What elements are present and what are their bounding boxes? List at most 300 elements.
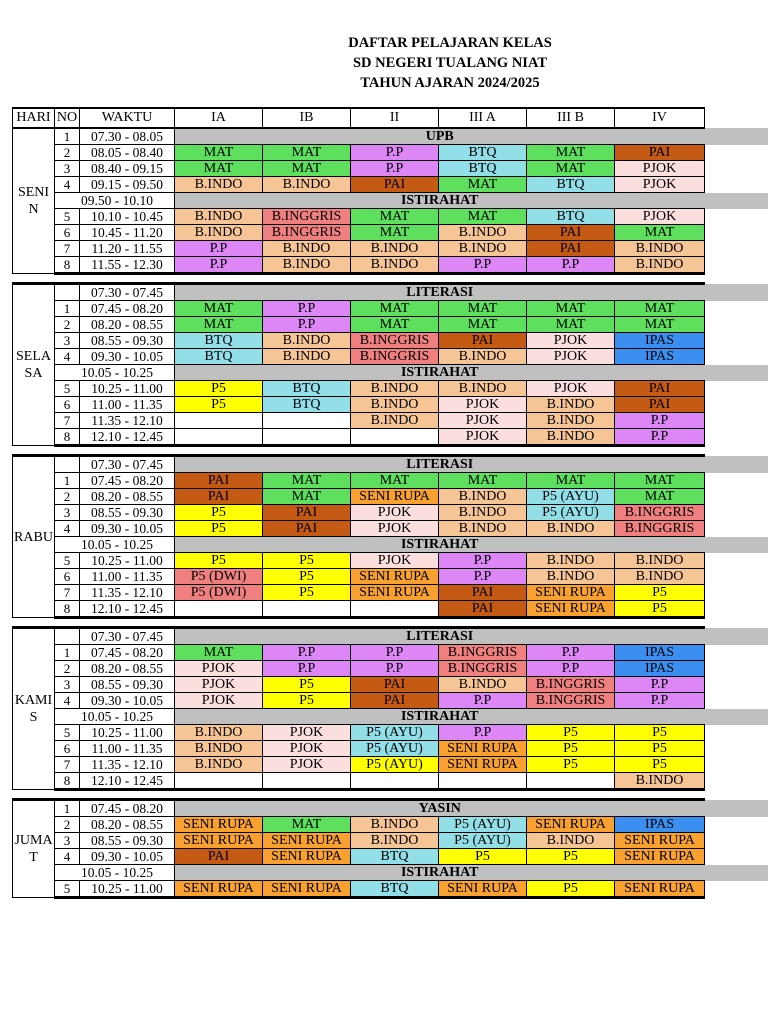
period-number: 2 [55,489,80,505]
subject-cell [263,773,351,790]
schedule-row [13,241,705,257]
subject-cell: B.INGGRIS [263,209,351,225]
band-extension [705,193,768,209]
subject-cell: PJOK [175,693,263,709]
subject-cell: BTQ [263,397,351,413]
subject-cell: B.INGGRIS [263,225,351,241]
subject-cell: P5 [527,741,615,757]
schedule-row [13,489,705,505]
period-number: 4 [55,349,80,365]
subject-cell: B.INDO [527,413,615,429]
period-time: 12.10 - 12.45 [80,773,175,790]
schedule-row [13,161,705,177]
subject-cell: B.INDO [351,257,439,274]
period-time: 10.25 - 11.00 [80,553,175,569]
subject-cell: SENI RUPA [527,585,615,601]
subject-cell: P5 [263,677,351,693]
subject-cell: B.INDO [615,257,705,274]
subject-cell: SENI RUPA [527,817,615,833]
title-line-2: SD NEGERI TUALANG NIAT [352,55,548,71]
header-class-ib: IB [263,108,351,128]
subject-cell: PAI [615,145,705,161]
subject-cell: P.P [439,553,527,569]
subject-cell: P5 [615,585,705,601]
period-time: 07.45 - 08.20 [80,645,175,661]
period-time: 07.30 - 07.45 [80,456,175,473]
subject-cell: P5 (AYU) [439,833,527,849]
subject-cell: B.INDO [351,413,439,429]
period-time: 11.00 - 11.35 [80,569,175,585]
subject-cell: PJOK [527,381,615,397]
period-number [55,628,80,645]
subject-cell: PJOK [263,741,351,757]
subject-cell: B.INDO [351,833,439,849]
period-time: 07.45 - 08.20 [80,800,175,817]
period-number [55,284,80,301]
subject-cell: BTQ [351,881,439,898]
period-time: 08.55 - 09.30 [80,677,175,693]
break-time: 10.05 - 10.25 [55,537,175,553]
subject-cell: B.INGGRIS [527,677,615,693]
subject-cell: P5 (AYU) [527,505,615,521]
subject-cell: SENI RUPA [615,881,705,898]
subject-cell: PJOK [615,177,705,193]
period-time: 07.30 - 07.45 [80,628,175,645]
band-extension [705,365,768,381]
day-name: JUMAT [13,800,55,898]
subject-cell: B.INGGRIS [615,521,705,537]
period-time: 11.55 - 12.30 [80,257,175,274]
subject-cell: B.INDO [263,177,351,193]
break-time: 10.05 - 10.25 [55,865,175,881]
period-time: 11.00 - 11.35 [80,397,175,413]
subject-cell: B.INDO [439,381,527,397]
subject-cell: B.INDO [175,757,263,773]
band-extension [705,537,768,553]
subject-cell: P.P [615,413,705,429]
period-number: 8 [55,429,80,446]
schedule-row [13,473,705,489]
subject-cell: P.P [527,661,615,677]
subject-cell [175,429,263,446]
period-time: 11.35 - 12.10 [80,585,175,601]
subject-cell: B.INDO [175,177,263,193]
period-time: 09.30 - 10.05 [80,693,175,709]
schedule-body [13,128,705,898]
subject-cell: SENI RUPA [351,585,439,601]
period-number: 2 [55,145,80,161]
subject-cell: P.P [615,429,705,446]
schedule-row [13,284,705,301]
schedule-row [13,397,705,413]
subject-cell: BTQ [527,209,615,225]
schedule-row [13,145,705,161]
subject-cell: MAT [439,301,527,317]
document-title [180,33,720,93]
subject-cell: P5 (AYU) [351,741,439,757]
period-number: 1 [55,128,80,145]
period-time: 08.20 - 08.55 [80,317,175,333]
activity-band: ISTIRAHAT [175,365,705,381]
period-number: 8 [55,773,80,790]
schedule-row [13,301,705,317]
period-time: 12.10 - 12.45 [80,601,175,618]
subject-cell: IPAS [615,645,705,661]
day-name: RABU [13,456,55,618]
activity-band: LITERASI [175,628,705,645]
schedule-row [13,537,705,553]
period-number: 7 [55,413,80,429]
header-class-ii: II [351,108,439,128]
period-number: 1 [55,473,80,489]
subject-cell: PAI [263,521,351,537]
subject-cell: B.INDO [351,381,439,397]
subject-cell: PAI [439,585,527,601]
period-time: 11.00 - 11.35 [80,741,175,757]
subject-cell: MAT [527,145,615,161]
schedule-row [13,817,705,833]
subject-cell: MAT [175,161,263,177]
subject-cell: P5 [527,849,615,865]
subject-cell: PJOK [351,505,439,521]
subject-cell: B.INDO [527,553,615,569]
subject-cell: P.P [351,161,439,177]
subject-cell: SENI RUPA [439,757,527,773]
activity-band: LITERASI [175,284,705,301]
subject-cell: P.P [263,661,351,677]
subject-cell [263,601,351,618]
period-number: 7 [55,585,80,601]
schedule-row [13,349,705,365]
subject-cell: SENI RUPA [351,569,439,585]
period-number: 8 [55,257,80,274]
subject-cell: PJOK [439,397,527,413]
subject-cell: B.INDO [615,241,705,257]
schedule-row [13,257,705,274]
subject-cell: MAT [175,301,263,317]
period-number: 6 [55,225,80,241]
subject-cell: PAI [527,241,615,257]
schedule-row [13,209,705,225]
subject-cell: SENI RUPA [527,601,615,618]
period-time: 07.30 - 08.05 [80,128,175,145]
subject-cell: B.INDO [263,241,351,257]
subject-cell: P.P [175,257,263,274]
subject-cell: B.INDO [351,397,439,413]
subject-cell: B.INDO [615,773,705,790]
subject-cell: PAI [615,381,705,397]
separator-cell [13,446,705,456]
schedule-row [13,333,705,349]
break-time: 10.05 - 10.25 [55,709,175,725]
subject-cell: B.INGGRIS [351,333,439,349]
day-separator [13,274,705,284]
period-time: 07.45 - 08.20 [80,473,175,489]
subject-cell: P5 (AYU) [351,757,439,773]
subject-cell: P5 [175,381,263,397]
period-time: 10.45 - 11.20 [80,225,175,241]
header-hari: HARI [13,108,55,128]
subject-cell: PJOK [351,521,439,537]
subject-cell: P5 [263,569,351,585]
subject-cell: B.INDO [439,489,527,505]
day-name: SENIN [13,128,55,274]
subject-cell: SENI RUPA [175,817,263,833]
activity-band: YASIN [175,800,705,817]
subject-cell: P5 [615,725,705,741]
subject-cell: SENI RUPA [439,881,527,898]
subject-cell: B.INDO [175,209,263,225]
period-number: 1 [55,301,80,317]
schedule-row [13,381,705,397]
schedule-row [13,693,705,709]
subject-cell: MAT [351,301,439,317]
schedule-row [13,553,705,569]
period-number: 3 [55,505,80,521]
subject-cell [175,773,263,790]
period-time: 08.55 - 09.30 [80,333,175,349]
schedule-row [13,628,705,645]
subject-cell: SENI RUPA [263,881,351,898]
subject-cell: P.P [439,693,527,709]
band-extension [705,865,768,881]
period-number: 6 [55,397,80,413]
subject-cell: P.P [351,661,439,677]
band-extension [705,456,768,473]
schedule-row [13,709,705,725]
period-number: 6 [55,569,80,585]
subject-cell [351,601,439,618]
period-number: 4 [55,521,80,537]
schedule-row [13,128,705,145]
subject-cell: PAI [439,601,527,618]
subject-cell: P5 (AYU) [351,725,439,741]
break-time: 09.50 - 10.10 [55,193,175,209]
subject-cell: BTQ [439,161,527,177]
subject-cell: P.P [439,569,527,585]
subject-cell: B.INDO [439,349,527,365]
subject-cell: MAT [175,645,263,661]
subject-cell: B.INDO [527,429,615,446]
period-number: 3 [55,161,80,177]
separator-cell [13,790,705,800]
subject-cell: MAT [263,145,351,161]
subject-cell: P5 (AYU) [439,817,527,833]
subject-cell: P.P [527,257,615,274]
activity-band: LITERASI [175,456,705,473]
subject-cell: PJOK [175,661,263,677]
period-number: 5 [55,881,80,898]
subject-cell: P5 [175,397,263,413]
schedule-row [13,601,705,618]
subject-cell: P5 [527,757,615,773]
period-time: 11.35 - 12.10 [80,757,175,773]
subject-cell [175,601,263,618]
schedule-row [13,365,705,381]
subject-cell: MAT [263,161,351,177]
period-time: 11.20 - 11.55 [80,241,175,257]
subject-cell: BTQ [439,145,527,161]
activity-band: UPB [175,128,705,145]
subject-cell: P5 [615,741,705,757]
subject-cell: PAI [175,489,263,505]
subject-cell: MAT [439,317,527,333]
subject-cell: P5 [439,849,527,865]
period-number: 4 [55,849,80,865]
break-time: 10.05 - 10.25 [55,365,175,381]
subject-cell: P5 [263,693,351,709]
subject-cell: BTQ [175,349,263,365]
schedule-row [13,456,705,473]
subject-cell: BTQ [175,333,263,349]
period-number: 3 [55,677,80,693]
schedule-row [13,569,705,585]
subject-cell: B.INDO [175,225,263,241]
subject-cell: MAT [263,817,351,833]
subject-cell: B.INDO [439,225,527,241]
subject-cell: P5 [263,585,351,601]
subject-cell: P5 [175,505,263,521]
subject-cell: B.INDO [351,817,439,833]
schedule-row [13,521,705,537]
schedule-row [13,317,705,333]
schedule-row [13,585,705,601]
schedule-row [13,800,705,817]
schedule-row [13,741,705,757]
subject-cell: PAI [439,333,527,349]
schedule-row [13,645,705,661]
schedule-row [13,725,705,741]
period-time: 08.40 - 09.15 [80,161,175,177]
subject-cell: MAT [263,473,351,489]
subject-cell [351,773,439,790]
schedule-table [12,107,705,899]
subject-cell: P5 [263,553,351,569]
subject-cell [175,413,263,429]
schedule-row [13,413,705,429]
subject-cell: B.INGGRIS [439,661,527,677]
subject-cell: MAT [263,489,351,505]
subject-cell: SENI RUPA [175,881,263,898]
period-number: 8 [55,601,80,618]
subject-cell: P.P [615,677,705,693]
subject-cell: MAT [527,473,615,489]
period-number: 6 [55,741,80,757]
period-time: 08.55 - 09.30 [80,833,175,849]
subject-cell: B.INGGRIS [351,349,439,365]
subject-cell: MAT [439,209,527,225]
subject-cell: P.P [439,725,527,741]
subject-cell: P.P [263,301,351,317]
header-class-iiib: III B [527,108,615,128]
period-number: 2 [55,317,80,333]
period-time: 09.30 - 10.05 [80,521,175,537]
subject-cell: PJOK [615,209,705,225]
period-number: 2 [55,661,80,677]
activity-band: ISTIRAHAT [175,709,705,725]
schedule-row [13,505,705,521]
day-name: SELASA [13,284,55,446]
subject-cell: B.INDO [263,349,351,365]
subject-cell: PAI [351,693,439,709]
schedule-row [13,429,705,446]
subject-cell [351,429,439,446]
subject-cell: SENI RUPA [263,849,351,865]
subject-cell: BTQ [263,381,351,397]
subject-cell: P.P [263,645,351,661]
subject-cell: PAI [175,849,263,865]
activity-band: ISTIRAHAT [175,193,705,209]
schedule-row [13,225,705,241]
band-extension [705,709,768,725]
title-line-3: TAHUN AJARAN 2024/2025 [360,75,540,91]
subject-cell: P5 [615,757,705,773]
header-row [13,108,705,128]
subject-cell: B.INGGRIS [439,645,527,661]
subject-cell: P.P [175,241,263,257]
subject-cell: P.P [615,693,705,709]
subject-cell: SENI RUPA [175,833,263,849]
band-extension [705,284,768,301]
subject-cell: B.INGGRIS [615,505,705,521]
subject-cell: B.INDO [263,257,351,274]
subject-cell [263,413,351,429]
subject-cell: B.INDO [527,569,615,585]
header-waktu: WAKTU [80,108,175,128]
subject-cell: MAT [615,489,705,505]
separator-cell [13,618,705,628]
subject-cell: MAT [615,317,705,333]
period-number: 5 [55,553,80,569]
header-no: NO [55,108,80,128]
subject-cell: MAT [527,301,615,317]
subject-cell: IPAS [615,817,705,833]
period-time: 08.55 - 09.30 [80,505,175,521]
period-number: 7 [55,757,80,773]
subject-cell: SENI RUPA [615,833,705,849]
subject-cell: MAT [351,473,439,489]
activity-band: ISTIRAHAT [175,865,705,881]
period-time: 08.20 - 08.55 [80,661,175,677]
subject-cell: PJOK [439,413,527,429]
subject-cell: SENI RUPA [351,489,439,505]
subject-cell: B.INDO [175,725,263,741]
band-extension [705,628,768,645]
subject-cell: B.INDO [439,677,527,693]
subject-cell: B.INDO [527,521,615,537]
period-time: 10.10 - 10.45 [80,209,175,225]
period-number: 5 [55,209,80,225]
subject-cell: PJOK [527,333,615,349]
subject-cell: P.P [351,145,439,161]
subject-cell: IPAS [615,349,705,365]
day-separator [13,618,705,628]
subject-cell: PJOK [615,161,705,177]
band-extension [705,800,768,817]
subject-cell: P5 [527,881,615,898]
day-separator [13,790,705,800]
period-time: 10.25 - 11.00 [80,725,175,741]
activity-band: ISTIRAHAT [175,537,705,553]
schedule-row [13,677,705,693]
subject-cell: B.INDO [351,241,439,257]
header-class-iv: IV [615,108,705,128]
subject-cell: MAT [351,209,439,225]
subject-cell: MAT [439,473,527,489]
subject-cell: IPAS [615,661,705,677]
subject-cell: MAT [527,161,615,177]
schedule-row [13,865,705,881]
